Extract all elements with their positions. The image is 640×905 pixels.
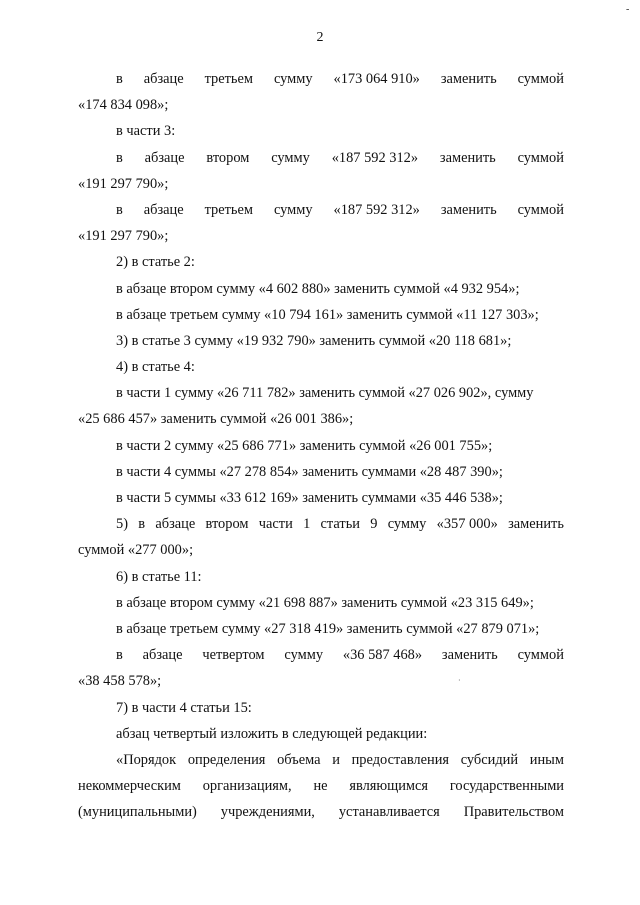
page-number: 2 (316, 30, 324, 45)
text-line: 6) в статье 11: (116, 568, 202, 585)
text-line: «191 297 790»; (78, 175, 169, 192)
word: субсидий (460, 751, 519, 768)
word: абзаце (155, 516, 196, 533)
document-body (78, 66, 564, 825)
word: 5) (116, 516, 128, 533)
word: 1 (303, 516, 311, 533)
text-line (78, 197, 564, 223)
text-line: в абзаце втором сумму «21 698 887» заменить суммой «23 315 649»; (116, 594, 534, 611)
text-line (78, 66, 564, 92)
word: абзаце (144, 149, 185, 166)
word: являющимся (349, 778, 429, 795)
text-line (78, 799, 564, 825)
word: заменить (439, 149, 496, 166)
word: в (116, 149, 123, 166)
word: в (116, 201, 123, 218)
word: (муниципальными) (78, 804, 197, 821)
text-line: в части 3: (116, 123, 176, 140)
word: государственными (449, 778, 564, 795)
scan-artifact-mark: · (458, 676, 461, 685)
word: абзаце (143, 201, 184, 218)
word: третьем (204, 71, 253, 87)
word: устанавливается (338, 804, 440, 821)
word: 9 (370, 516, 378, 533)
word: абзаце (142, 647, 183, 664)
word: учреждениями, (220, 804, 315, 821)
word: предоставления (351, 751, 450, 768)
word: Правительством (463, 804, 564, 821)
word: втором (205, 516, 249, 533)
word: «187 592 312» (333, 201, 420, 218)
word: определения (187, 751, 266, 768)
text-line: в абзаце третьем сумму «27 318 419» заменить суммой «27 879 071»; (116, 620, 540, 637)
word: «187 592 312» (331, 149, 419, 166)
text-line: абзац четвертый изложить в следующей редакции: (116, 725, 428, 742)
text-line (78, 747, 564, 773)
word: заменить (508, 516, 564, 533)
word: заменить (441, 647, 498, 664)
text-line: 4) в статье 4: (116, 359, 195, 376)
word: объема (277, 751, 321, 768)
text-line: «191 297 790»; (78, 228, 169, 245)
word: в (116, 647, 123, 664)
text-line: «25 686 457» заменить суммой «26 001 386»; (78, 411, 354, 428)
word: организациям, (202, 778, 292, 795)
word: абзаце (143, 71, 184, 87)
text-line: в части 2 сумму «25 686 771» заменить суммой «26 001 755»; (116, 437, 493, 454)
text-line: 2) в статье 2: (116, 254, 195, 271)
word: «Порядок (116, 751, 177, 768)
text-line: в части 1 сумму «26 711 782» заменить суммой «27 026 902», сумму (116, 385, 534, 402)
text-line: в части 5 суммы «33 612 169» заменить суммами «35 446 538»; (116, 490, 503, 506)
text-line: в абзаце третьем сумму «10 794 161» заменить суммой «11 127 303»; (116, 306, 539, 323)
word: и (332, 751, 340, 768)
word: «173 064 910» (333, 71, 420, 87)
word: в (138, 516, 146, 533)
text-line: «174 834 098»; (78, 97, 169, 114)
text-line: суммой «277 000»; (78, 542, 194, 559)
text-line (78, 511, 564, 537)
word: сумму (273, 201, 313, 218)
text-line: в абзаце втором сумму «4 602 880» заменить суммой «4 932 954»; (116, 280, 520, 297)
text-line (78, 642, 564, 668)
text-line: 7) в части 4 статьи 15: (116, 699, 252, 716)
word: суммой (517, 149, 564, 166)
word: сумму (271, 149, 310, 166)
word: четвертом (202, 647, 265, 664)
word: «36 587 468» (342, 647, 423, 664)
corner-mark: - (626, 4, 630, 15)
word: суммой (517, 201, 564, 218)
text-line: «38 458 578»; (78, 673, 162, 690)
word: не (313, 778, 328, 795)
word: в (116, 71, 123, 87)
text-line (78, 145, 564, 171)
word: сумму (284, 647, 324, 664)
word: суммой (517, 647, 564, 664)
word: заменить (440, 71, 497, 87)
word: сумму (273, 71, 313, 87)
text-line: в части 4 суммы «27 278 854» заменить суммами «28 487 390»; (116, 463, 503, 480)
word: статьи (320, 516, 360, 533)
word: части (258, 516, 293, 533)
word: третьем (204, 201, 253, 218)
word: втором (206, 149, 250, 166)
word: некоммерческим (78, 778, 181, 795)
word: сумму (387, 516, 427, 533)
text-line: 3) в статье 3 сумму «19 932 790» заменить суммой «20 118 681»; (116, 332, 512, 349)
text-line (78, 773, 564, 799)
word: иным (529, 751, 564, 768)
word: «357 000» (436, 516, 498, 533)
word: заменить (440, 201, 497, 218)
word: суммой (517, 71, 564, 87)
